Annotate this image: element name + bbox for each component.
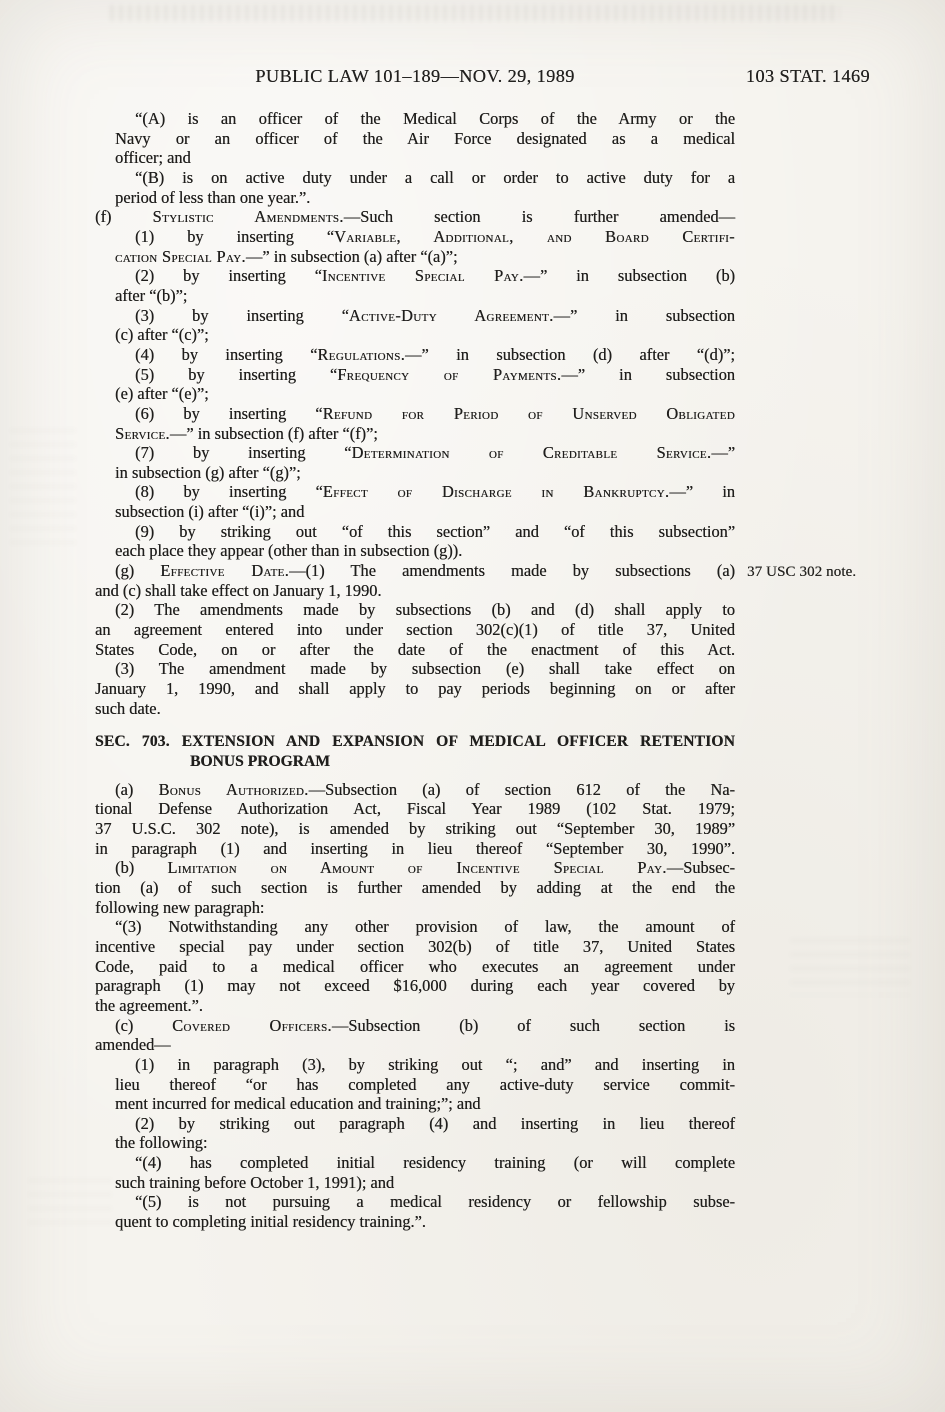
text-segment: paragraph (1) may not exceed $16,000 during each year covered by <box>95 976 735 996</box>
small-caps-text: Effective Date. <box>160 561 290 581</box>
text-segment: incentive special pay under section 302(b) of title 37, United States <box>95 936 735 956</box>
text-segment: such date. <box>95 698 161 718</box>
text-segment: lieu thereof “or has completed any active-duty service commit- <box>115 1074 735 1094</box>
text-line <box>115 148 735 168</box>
text-line <box>115 1212 735 1232</box>
text-segment: (g) <box>115 561 161 581</box>
text-line <box>95 1035 735 1055</box>
text-segment: SEC. 703. EXTENSION AND EXPANSION OF MEDICAL OFFICER RETENTION <box>95 733 735 751</box>
text-line <box>95 937 735 957</box>
text-line <box>115 600 735 620</box>
section-heading-line <box>190 752 735 772</box>
small-caps-text: cation Special Pay. <box>115 246 246 266</box>
small-caps-text: Effect of Discharge in Bankruptcy. <box>322 482 670 502</box>
small-caps-text: Limitation on Amount of Incentive Special Pay. <box>167 858 667 878</box>
text-line <box>95 957 735 977</box>
text-line <box>135 1055 735 1075</box>
text-segment: period of less than one year.”. <box>115 187 311 207</box>
text-line <box>95 640 735 660</box>
text-segment: (3) The amendment made by subsection (e) shall take effect on <box>115 659 735 679</box>
statute-page-number: 103 STAT. 1469 <box>745 66 870 86</box>
text-line <box>95 679 735 699</box>
text-segment: subsection (i) after “(i)”; and <box>115 502 305 522</box>
text-line <box>115 1133 735 1153</box>
text-segment: (f) <box>95 207 153 227</box>
text-line <box>135 365 735 385</box>
text-segment: (1) by inserting “ <box>135 226 335 246</box>
text-line <box>115 1075 735 1095</box>
text-segment: —Such section is further amended— <box>343 207 735 227</box>
text-segment: —Subsec- <box>666 858 735 878</box>
text-segment: 37 U.S.C. 302 note), is amended by striking out “September 30, 1989” <box>95 818 735 838</box>
text-segment: (a) <box>115 779 159 799</box>
text-line <box>115 286 735 306</box>
bleedthrough-artifact <box>10 428 76 548</box>
small-caps-text: Refund for Period of Unserved Obligated <box>322 403 735 423</box>
document-body <box>95 109 857 1232</box>
text-line <box>115 1016 735 1036</box>
text-line <box>135 522 735 542</box>
small-caps-text: Bonus Authorized. <box>158 779 309 799</box>
text-line <box>135 345 735 365</box>
text-line <box>135 482 735 502</box>
text-line <box>135 168 735 188</box>
text-line <box>95 620 735 640</box>
text-segment: —” in subsection (a) after “(a)”; <box>245 246 458 266</box>
text-line <box>95 898 735 918</box>
text-segment: tion (a) of such section is further amended by adding at the end the <box>95 877 735 897</box>
text-segment: (1) in paragraph (3), by striking out “; and” and inserting in <box>135 1054 735 1074</box>
text-segment: (3) by inserting “ <box>135 305 349 325</box>
small-caps-text: Determination of Creditable Service. <box>351 443 712 463</box>
text-segment: “(4) has completed initial residency training (or will complete <box>135 1153 735 1173</box>
text-line <box>95 976 735 996</box>
text-line <box>115 325 735 345</box>
text-segment: “(3) Notwithstanding any other provision of law, the amount of <box>115 917 735 937</box>
text-line <box>95 996 735 1016</box>
margin-note: 37 USC 302 note. <box>747 564 857 581</box>
text-line <box>135 404 735 424</box>
text-segment: —” in subsection (b) <box>523 266 735 286</box>
small-caps-text: Regulations. <box>317 344 406 364</box>
text-line <box>95 581 735 601</box>
bleedthrough-artifact <box>110 5 840 21</box>
text-line <box>115 659 735 679</box>
text-segment: States Code, on or after the date of the enactment of this Act. <box>95 639 735 659</box>
small-caps-text: Incentive Special Pay. <box>321 266 524 286</box>
text-line <box>115 1173 735 1193</box>
text-segment: (4) by inserting “ <box>135 344 318 364</box>
text-line <box>135 227 735 247</box>
text-line <box>95 819 735 839</box>
text-segment: (2) by striking out paragraph (4) and inserting in lieu thereof <box>135 1113 735 1133</box>
text-segment: “(A) is an officer of the Medical Corps of the Army or the <box>135 109 735 128</box>
text-segment: (8) by inserting “ <box>135 482 323 502</box>
text-line <box>135 109 735 129</box>
page-header <box>95 66 870 92</box>
text-segment: —” in subsection (d) after “(d)”; <box>405 344 735 364</box>
section-heading-line <box>95 732 735 752</box>
text-line <box>95 839 735 859</box>
text-segment: Code, paid to a medical officer who executes an agreement under <box>95 956 735 976</box>
small-caps-text: Frequency of Payments. <box>337 364 562 384</box>
text-segment: (7) by inserting “ <box>135 443 352 463</box>
text-segment: each place they appear (other than in subsection (g)). <box>115 541 463 561</box>
text-segment: (2) by inserting “ <box>135 266 322 286</box>
text-line <box>135 266 735 286</box>
text-segment: an agreement entered into under section 302(c)(1) of title 37, United <box>95 620 735 640</box>
text-segment: amended— <box>95 1035 171 1055</box>
text-line <box>95 799 735 819</box>
text-segment: —Subsection (a) of section 612 of the Na- <box>308 779 735 799</box>
small-caps-text: Service. <box>115 423 170 443</box>
small-caps-text: Variable, Additional, and Board Certifi- <box>334 226 735 246</box>
text-segment: (e) after “(e)”; <box>115 384 209 404</box>
text-line <box>115 384 735 404</box>
text-line <box>135 1153 735 1173</box>
text-segment: —” <box>711 443 735 463</box>
text-segment: after “(b)”; <box>115 285 188 305</box>
text-line <box>135 1114 735 1134</box>
text-segment: (5) by inserting “ <box>135 364 338 384</box>
text-line <box>95 207 735 227</box>
small-caps-text: Stylistic Amendments. <box>152 207 344 227</box>
text-segment: (c) <box>115 1015 173 1035</box>
text-segment: “(5) is not pursuing a medical residency or fellowship subse- <box>135 1192 735 1212</box>
law-title: PUBLIC LAW 101–189—NOV. 29, 1989 <box>255 66 575 86</box>
text-segment: tional Defense Authorization Act, Fiscal Year 1989 (102 Stat. 1979; <box>95 799 735 819</box>
text-segment: “(B) is on active duty under a call or order to active duty for a <box>135 167 735 187</box>
text-line <box>115 424 735 444</box>
text-segment: Navy or an officer of the Air Force designated as a medical <box>115 128 735 148</box>
text-line <box>115 858 735 878</box>
text-line <box>135 443 735 463</box>
text-segment: —Subsection (b) of such section is <box>331 1015 736 1035</box>
text-segment: —” in subsection <box>561 364 735 384</box>
text-segment: (2) The amendments made by subsections (b) and (d) shall apply to <box>115 600 735 620</box>
text-line <box>115 541 735 561</box>
text-line <box>115 780 735 800</box>
text-segment: quent to completing initial residency training.”. <box>115 1212 426 1232</box>
text-segment: (6) by inserting “ <box>135 403 323 423</box>
text-line <box>115 129 735 149</box>
small-caps-text: Active-Duty Agreement. <box>348 305 554 325</box>
text-segment: January 1, 1990, and shall apply to pay periods beginning on or after <box>95 679 735 699</box>
text-segment: —(1) The amendments made by subsections (a) <box>289 561 735 581</box>
text-segment: —” in subsection <box>553 305 735 325</box>
text-segment: in subsection (g) after “(g)”; <box>115 462 301 482</box>
text-line <box>115 247 735 267</box>
text-segment: following new paragraph: <box>95 897 265 917</box>
text-line <box>115 502 735 522</box>
text-segment: in paragraph (1) and inserting in lieu thereof “September 30, 1990”. <box>95 838 735 858</box>
text-segment: ment incurred for medical education and training;”; and <box>115 1094 481 1114</box>
text-line <box>115 1094 735 1114</box>
text-line <box>115 561 857 581</box>
text-segment: and (c) shall take effect on January 1, 1990. <box>95 580 382 600</box>
text-segment: —” in <box>669 482 735 502</box>
text-segment: the following: <box>115 1133 208 1153</box>
text-segment: officer; and <box>115 148 191 168</box>
text-segment: (9) by striking out “of this section” and “of this subsection” <box>135 521 735 541</box>
text-line <box>95 699 735 719</box>
text-line <box>115 188 735 208</box>
text-line <box>135 1192 735 1212</box>
text-segment: (c) after “(c)”; <box>115 325 209 345</box>
text-segment: the agreement.”. <box>95 995 203 1015</box>
text-segment: BONUS PROGRAM <box>190 753 330 770</box>
text-segment: such training before October 1, 1991); and <box>115 1172 395 1192</box>
text-line <box>115 917 735 937</box>
text-line <box>95 878 735 898</box>
text-segment: (b) <box>115 858 168 878</box>
small-caps-text: Covered Officers. <box>172 1015 332 1035</box>
text-segment: —” in subsection (f) after “(f)”; <box>169 423 378 443</box>
bleedthrough-artifact <box>790 938 910 996</box>
text-line <box>135 306 735 326</box>
text-line <box>115 463 735 483</box>
